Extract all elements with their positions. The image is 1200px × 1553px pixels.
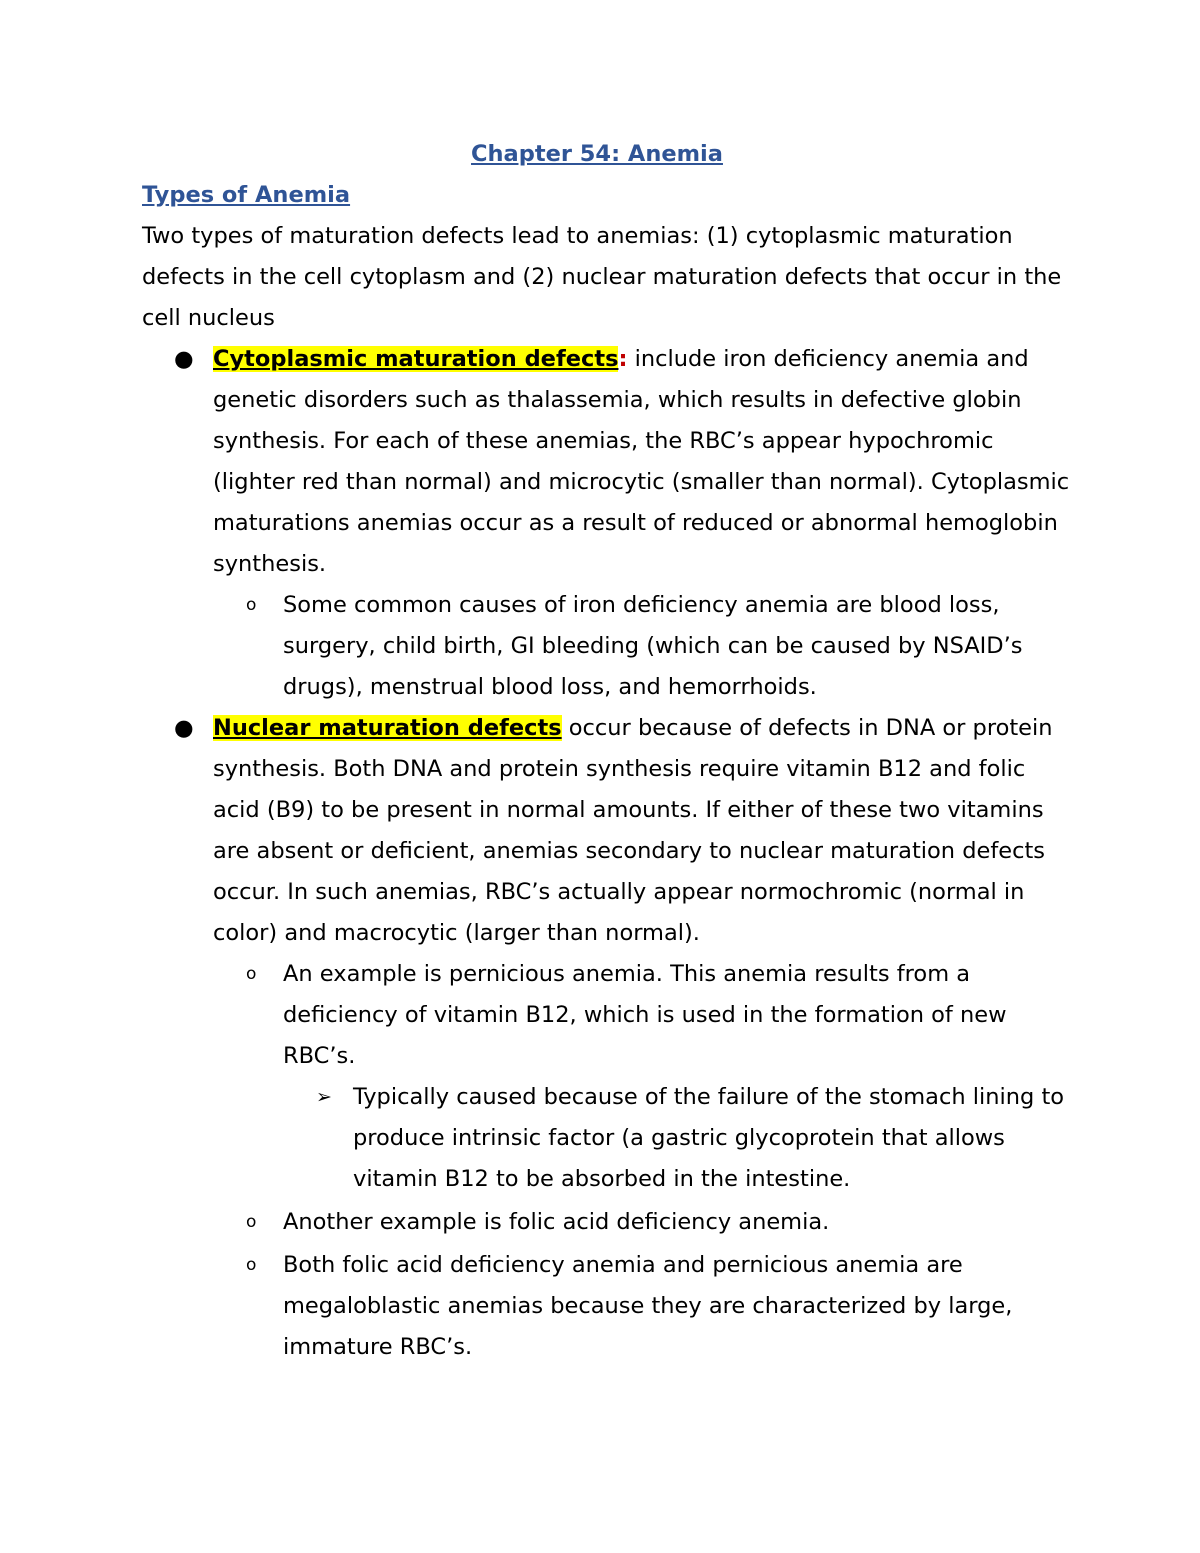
intro-paragraph: Two types of maturation defects lead to anemias: (1) cytoplasmic maturation defects in the cell cytoplasm and (2) nuclear maturation defects that occur in the cell nucleus <box>142 223 1062 331</box>
bullet-marker: ● <box>174 346 194 372</box>
sub-bullet-text: An example is pernicious anemia. This anemia results from a deficiency of vitamin B12, which is used in the formation of new RBC’s. <box>283 961 1007 1069</box>
sub-bullet-text: Another example is folic acid deficiency anemia. <box>283 1209 830 1235</box>
main-bullet-list <box>142 339 1072 1368</box>
term-cytoplasmic: Cytoplasmic maturation defects <box>213 346 619 372</box>
document-title: Chapter 54: Anemia <box>471 141 723 167</box>
circle-marker: o <box>246 964 257 984</box>
circle-marker: o <box>246 595 257 615</box>
bullet-nuclear <box>142 708 1072 954</box>
arrow-bullet-intrinsic-factor <box>142 1077 1072 1200</box>
term-nuclear: Nuclear maturation defects <box>213 715 562 741</box>
document-page <box>142 134 1072 1368</box>
arrow-bullet-text: Typically caused because of the failure of the stomach lining to produce intrinsic factor (a gastric glycoprotein that allows vitamin B12 to be absorbed in the intestine. <box>353 1084 1065 1192</box>
sub-bullet-text: Some common causes of iron deficiency anemia are blood loss, surgery, child birth, GI bleeding (which can be caused by NSAID’s drugs), menstrual blood loss, and hemorrhoids. <box>283 592 1023 700</box>
bullet-text: include iron deficiency anemia and genetic disorders such as thalassemia, which results in defective globin synthesis. For each of these anemias, the RBC’s appear hypochromic (lighter red than normal) and microcytic (smaller than normal). Cytoplasmic maturations anemias occur as a result of reduced or abnormal hemoglobin synthesis. <box>213 346 1070 577</box>
circle-marker: o <box>246 1255 257 1275</box>
term-colon: : <box>618 346 628 372</box>
section-heading: Types of Anemia <box>142 182 351 208</box>
circle-marker: o <box>246 1212 257 1232</box>
bullet-text: occur because of defects in DNA or protein synthesis. Both DNA and protein synthesis require vitamin B12 and folic acid (B9) to be present in normal amounts. If either of these two vitamins are absent or deficient, anemias secondary to nuclear maturation defects occur. In such anemias, RBC’s actually appear normochromic (normal in color) and macrocytic (larger than normal). <box>213 715 1053 946</box>
sub-bullet-text: Both folic acid deficiency anemia and pernicious anemia are megaloblastic anemias because they are characterized by large, immature RBC’s. <box>283 1252 1013 1360</box>
sub-bullet-iron-causes <box>142 585 1072 708</box>
sub-bullet-megaloblastic <box>142 1245 1072 1368</box>
arrow-marker-icon: ➢ <box>316 1086 332 1108</box>
bullet-marker: ● <box>174 715 194 741</box>
sub-bullet-folic <box>142 1202 1072 1243</box>
bullet-cytoplasmic <box>142 339 1072 585</box>
sub-bullet-pernicious <box>142 954 1072 1077</box>
